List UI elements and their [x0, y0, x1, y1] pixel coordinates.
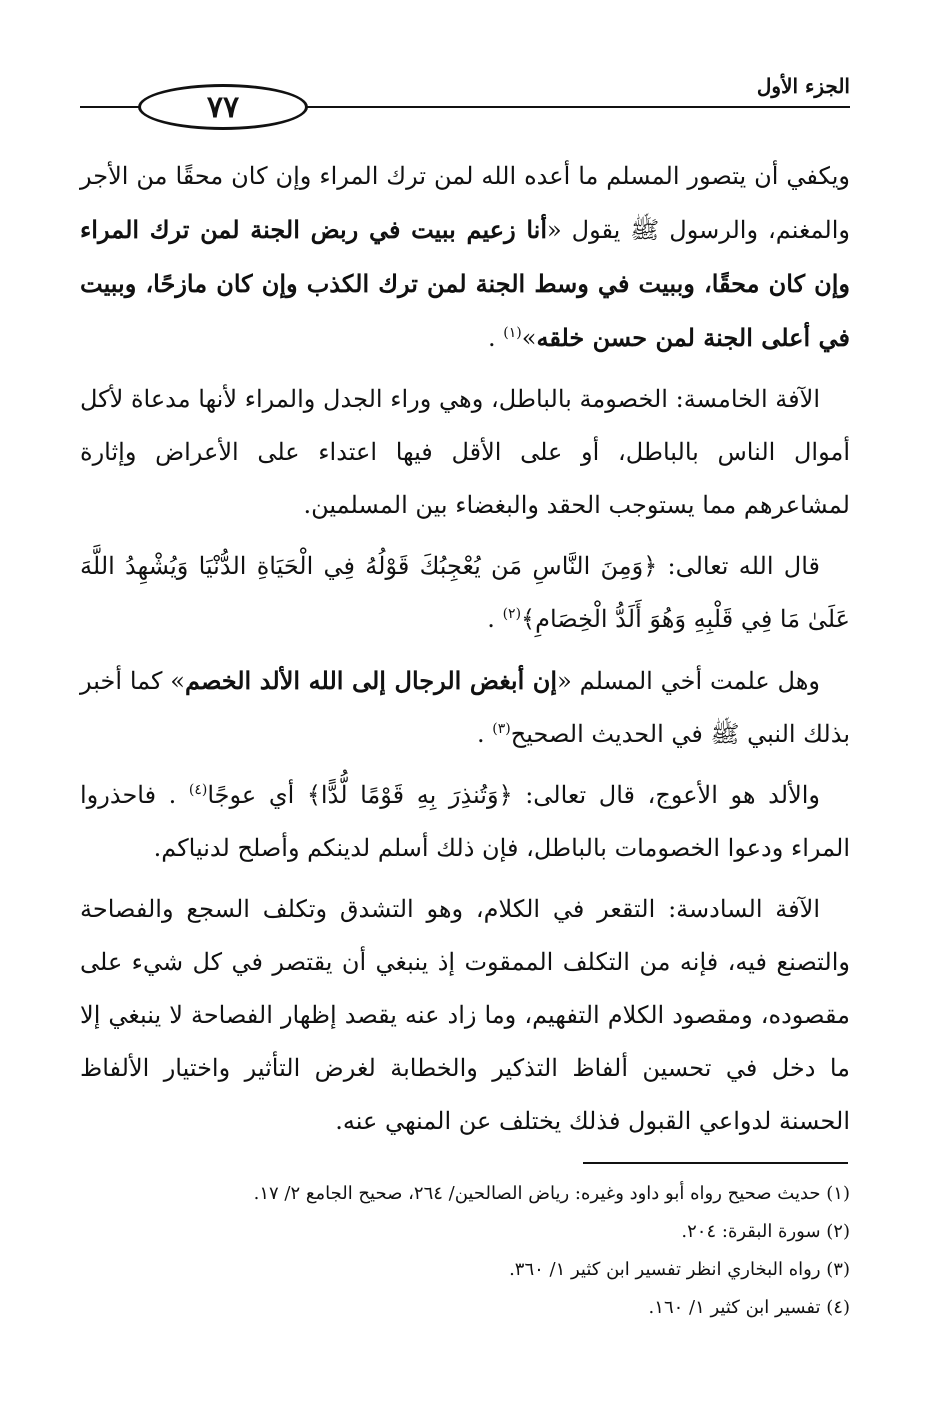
body-text: [80, 150, 850, 1156]
text-run: . فاحذروا المراء ودعوا الخصومات بالباطل، فإن ذلك أسلم لدينكم وأصلح لدنياكم.: [80, 781, 850, 862]
chapter-title: الجزء الأول: [756, 74, 850, 98]
page-number-oval: [138, 84, 308, 130]
text-run: .: [477, 720, 493, 748]
footnote: (١) حديث صحيح رواه أبو داود وغيره: رياض الصالحين/ ٢٦٤، صحيح الجامع ٢/ ١٧.: [253, 1183, 850, 1204]
footnote-rule: [583, 1162, 848, 1164]
paragraph: [80, 540, 850, 646]
page-number: ٧٧: [206, 89, 240, 125]
text-run: »: [521, 324, 537, 352]
footnote-ref: (٤): [188, 782, 208, 798]
text-run: قال الله تعالى: ﴿وَمِنَ النَّاسِ مَن يُعْجِبُكَ قَوْلُهُ فِي الْحَيَاةِ الدُّنْيَا وَيُشْهِدُ اللَّهَ عَلَىٰ مَا فِي قَلْبِهِ وَهُوَ أَلَدُّ الْخِصَامِ﴾: [80, 552, 850, 633]
footnotes: [80, 1175, 850, 1327]
footnote-ref: (١): [503, 325, 522, 341]
footnote: (٣) رواه البخاري انظر تفسير ابن كثير ١/ ٣٦٠.: [509, 1259, 850, 1280]
text-run: الآفة السادسة: التقعر في الكلام، وهو التشدق وتكلف السجع والفصاحة والتصنع فيه، فإنه من التكلف الممقوت إذ ينبغي أن يقتصر في كل شيء على مقصوده، ومقصود الكلام التفهيم، وما زاد عنه يقصد إظهار الفصاحة لا ينبغي إلا ما دخل في تحسين ألفاظ التذكير والخطابة لغرض التأثير واختيار الألفاظ الحسنة لدواعي القبول فذلك يختلف عن المنهي عنه.: [80, 895, 850, 1135]
paragraph: [80, 769, 850, 875]
hadith-quote: إن أبغض الرجال إلى الله الألد الخصم: [184, 666, 558, 695]
page-header: [80, 70, 850, 130]
paragraph: [80, 654, 850, 761]
footnote: (٤) تفسير ابن كثير ١/ ١٦٠.: [648, 1297, 850, 1318]
text-run: .: [487, 605, 503, 633]
hadith-quote: أنا زعيم ببيت في ربض الجنة لمن ترك المراء وإن كان محقًا، وببيت في وسط الجنة لمن ترك الكذب وإن كان مازحًا، وببيت في أعلى الجنة لمن حسن خلقه: [80, 215, 850, 352]
footnote-ref: (٣): [492, 721, 511, 737]
paragraph: [80, 883, 850, 1148]
text-run: » كما أخبر بذلك النبي ﷺ في الحديث الصحيح: [80, 667, 850, 748]
paragraph: [80, 373, 850, 532]
text-run: الآفة الخامسة: الخصومة بالباطل، وهي وراء الجدل والمراء لأنها مدعاة لأكل أموال الناس بالباطل، أو على الأقل فيها اعتداء على الأعراض وإثارة لمشاعرهم مما يستوجب الحقد والبغضاء بين المسلمين.: [80, 385, 851, 519]
text-run: وهل علمت أخي المسلم «: [557, 667, 820, 695]
text-run: ويكفي أن يتصور المسلم ما أعده الله لمن ترك المراء وإن كان محقًا من الأجر والمغنم، والرسول ﷺ يقول «: [80, 162, 850, 244]
footnote: (٢) سورة البقرة: ٢٠٤.: [681, 1221, 850, 1242]
paragraph: [80, 150, 850, 365]
text-run: والألد هو الأعوج، قال تعالى: ﴿وَتُنذِرَ بِهِ قَوْمًا لُّدًّا﴾ أي عوجًا: [207, 781, 821, 809]
text-run: .: [488, 324, 504, 352]
footnote-ref: (٢): [502, 606, 522, 622]
